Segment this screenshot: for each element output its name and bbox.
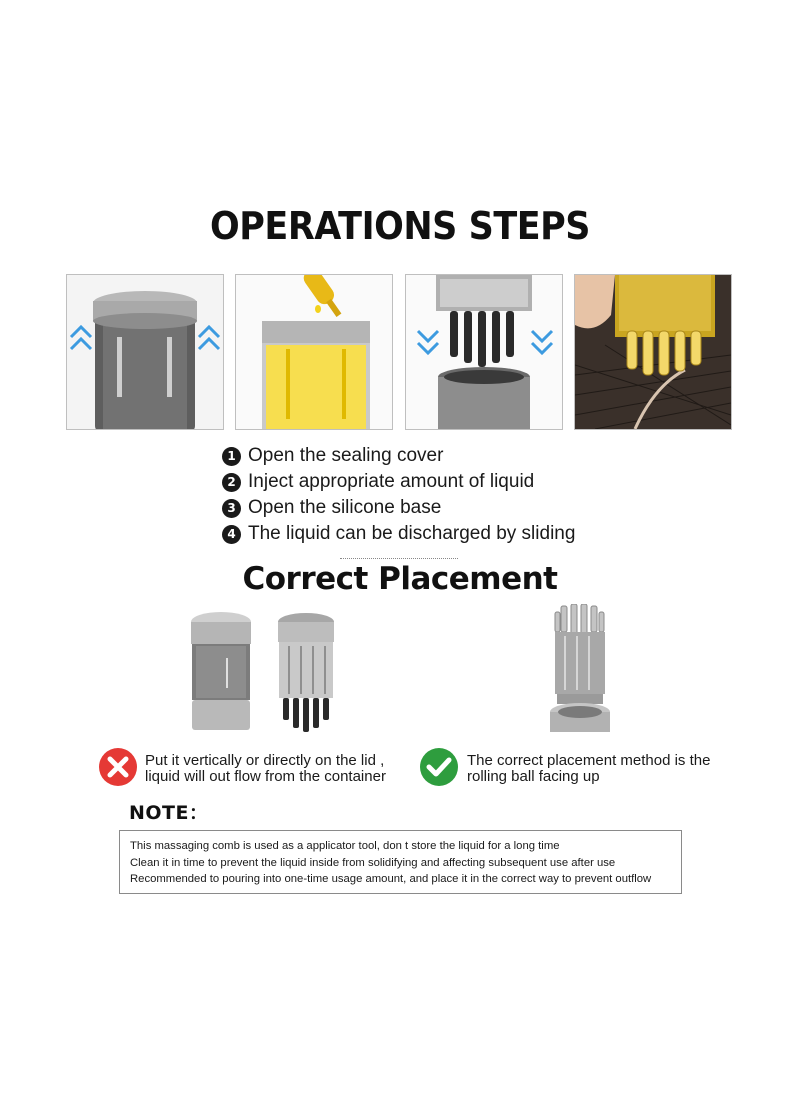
section-title: Correct Placement xyxy=(242,561,558,597)
correct-placement-image xyxy=(543,604,613,741)
page-title: OPERATIONS STEPS xyxy=(209,204,591,248)
step-text: Open the silicone base xyxy=(248,497,442,518)
correct-placement-line-2: rolling ball facing up xyxy=(467,768,600,785)
step-number-badge: 3 xyxy=(222,499,241,518)
note-label: NOTE： xyxy=(129,802,209,824)
step-1-image xyxy=(66,274,224,430)
wrong-placement-line-2: liquid will out flow from the container xyxy=(145,768,386,785)
step-item xyxy=(222,521,575,547)
correct-placement-text xyxy=(467,753,710,785)
cross-icon xyxy=(98,747,138,787)
note-line: Recommended to pouring into one-time usage amount, and place it in the correct way to prevent outflow xyxy=(130,873,652,885)
wrong-placement-lid-image xyxy=(186,610,256,739)
step-text: Inject appropriate amount of liquid xyxy=(248,471,535,492)
note-box xyxy=(119,830,682,894)
wrong-placement-line-1: Put it vertically or directly on the lid , xyxy=(145,752,385,769)
step-number-badge: 4 xyxy=(222,525,241,544)
step-2-image xyxy=(235,274,393,430)
wrong-placement-text xyxy=(145,753,386,785)
step-item xyxy=(222,443,575,469)
step-text: The liquid can be discharged by sliding xyxy=(248,523,576,544)
check-icon xyxy=(419,747,459,787)
note-line: Clean it in time to prevent the liquid inside from solidifying and affecting subsequent use after use xyxy=(130,856,616,869)
step-4-image xyxy=(574,274,732,430)
step-3-image xyxy=(405,274,563,430)
section-divider xyxy=(340,558,458,559)
step-number-badge: 1 xyxy=(222,447,241,466)
step-number-badge: 2 xyxy=(222,473,241,492)
step-item xyxy=(222,495,575,521)
wrong-placement-comb-down-image xyxy=(275,612,337,741)
step-text: Open the sealing cover xyxy=(248,445,444,466)
note-line: This massaging comb is used as a applicator tool, don t store the liquid for a long time xyxy=(130,840,560,852)
correct-placement-line-1: The correct placement method is the xyxy=(467,752,711,769)
steps-list xyxy=(222,443,575,547)
step-item xyxy=(222,469,575,495)
